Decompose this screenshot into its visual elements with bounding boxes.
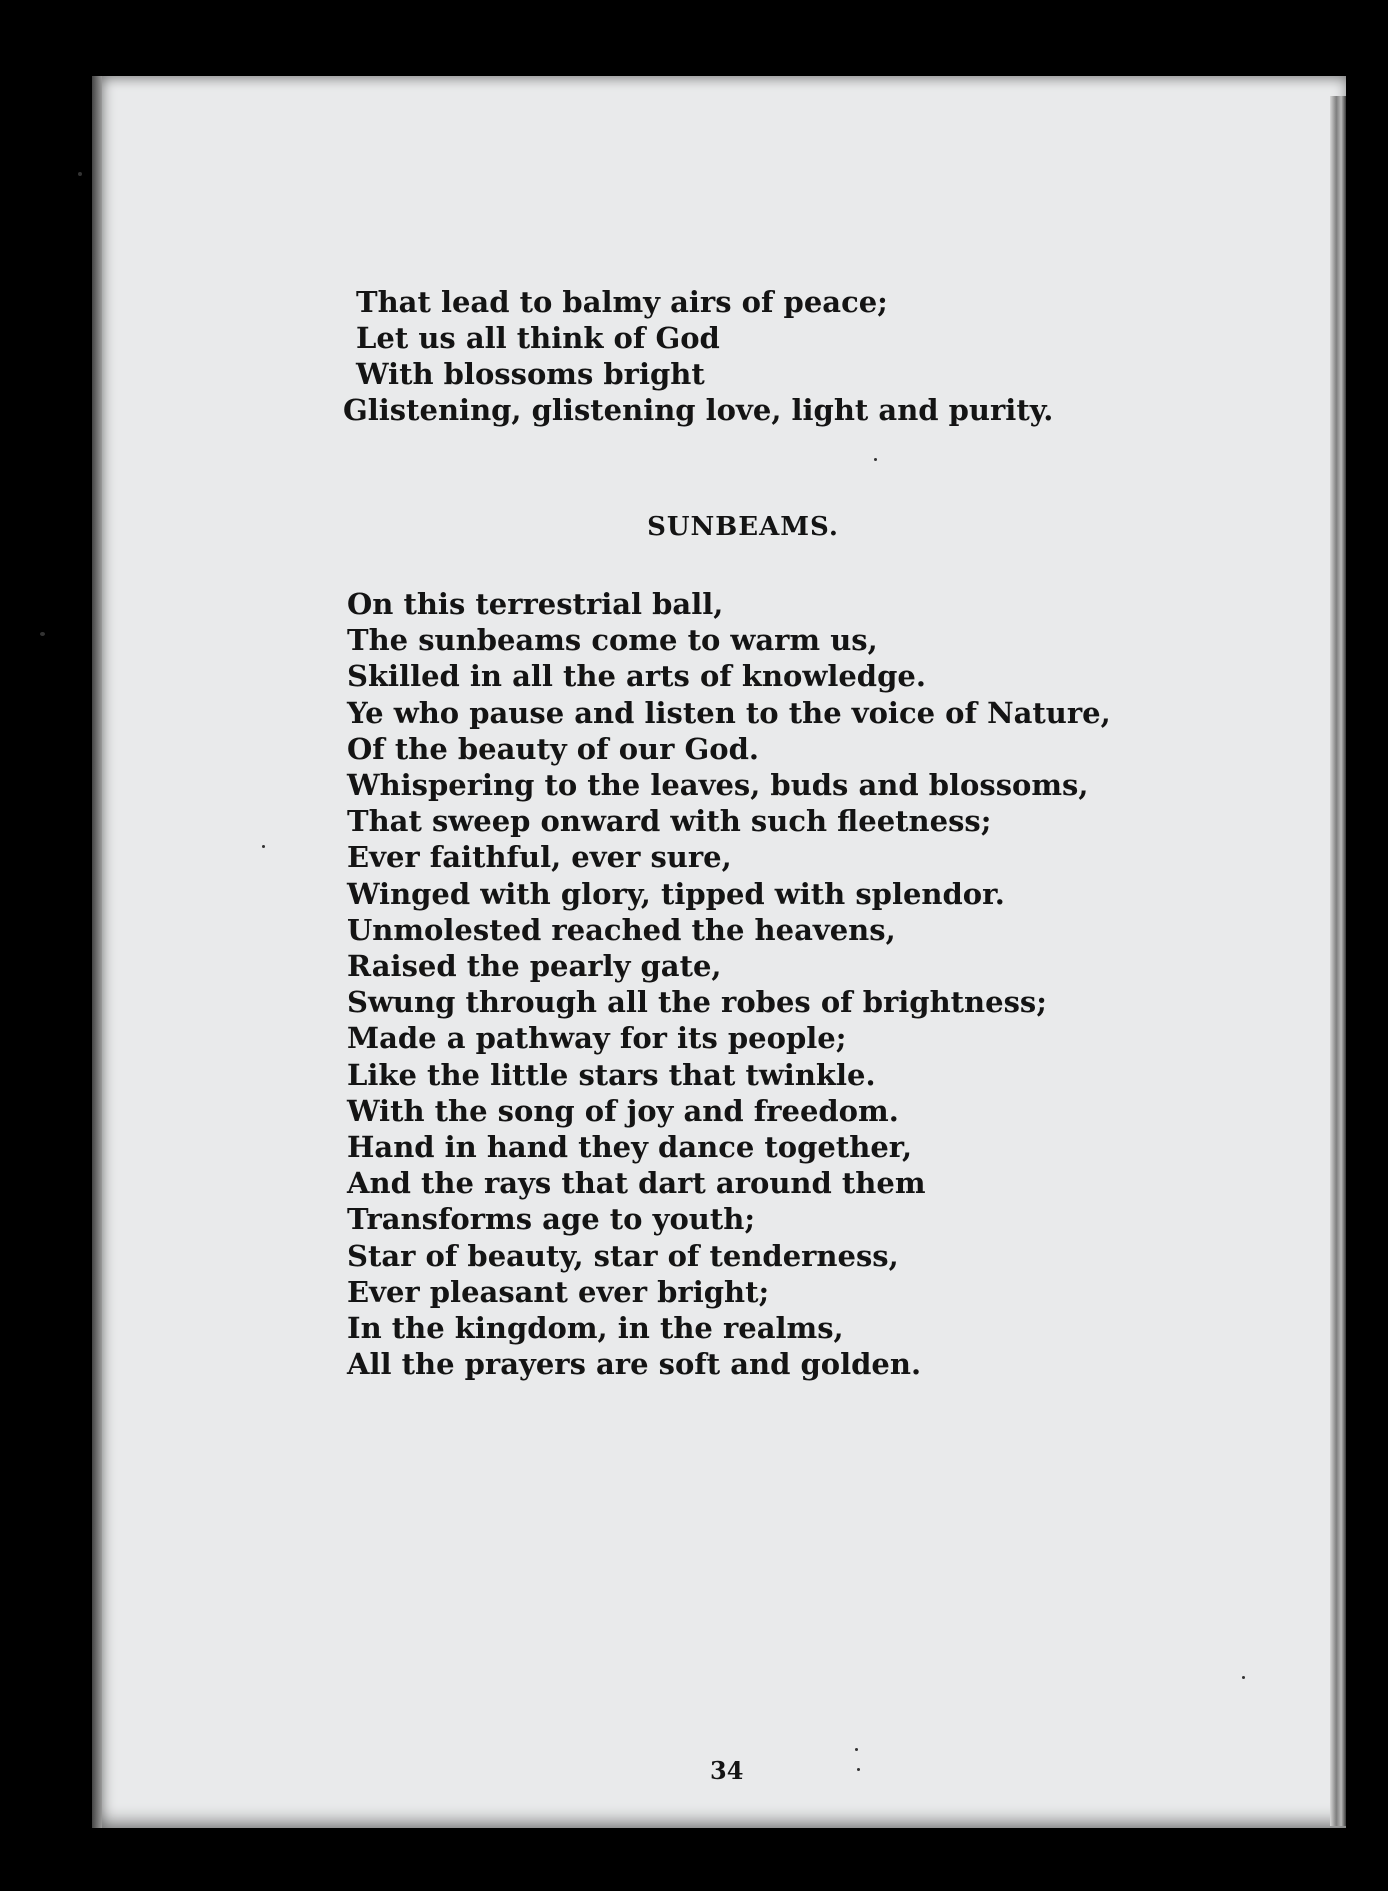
poem-line: Star of beauty, star of tenderness, [347,1238,899,1273]
dust-speck [40,632,45,636]
verse-line: With blossoms bright [356,357,705,391]
dust-speck [262,845,265,848]
page-left-edge [92,76,102,1828]
poem-line: Ever faithful, ever sure, [347,840,732,875]
poem-line: In the kingdom, in the realms, [347,1311,844,1346]
dust-speck [78,172,82,176]
dust-speck [855,1748,858,1751]
verse-line: Let us all think of God [356,321,720,355]
poem-line: Swung through all the robes of brightness; [347,985,1047,1020]
poem-line: And the rays that dart around them [347,1166,926,1201]
poem-line: Unmolested reached the heavens, [347,912,896,947]
dust-speck [874,458,877,461]
top-verse [343,284,1053,428]
page-right-edge [1330,96,1346,1826]
poem-line: Ever pleasant ever bright; [347,1274,770,1309]
poem-line: Transforms age to youth; [347,1202,756,1237]
poem-line: Ye who pause and listen to the voice of Nature, [347,695,1111,730]
poem-line: On this terrestrial ball, [347,587,724,621]
poem-line: With the song of joy and freedom. [347,1093,899,1128]
poem-title-row [0,512,1388,542]
poem-line: Like the little stars that twinkle. [347,1057,876,1092]
poem-line: The sunbeams come to warm us, [347,623,878,658]
verse-line: Glistening, glistening love, light and purity. [343,393,1054,427]
poem-line: Of the beauty of our God. [347,731,760,766]
poem-line: Hand in hand they dance together, [347,1130,913,1165]
poem-title: SUNBEAMS. [647,512,839,542]
poem-line: Winged with glory, tipped with splendor. [347,876,1005,911]
poem-line: Whispering to the leaves, buds and blossoms, [347,768,1089,803]
poem-line: Raised the pearly gate, [347,949,722,984]
poem-body [347,586,1111,1382]
dust-speck [857,1768,860,1771]
poem-line: That sweep onward with such fleetness; [347,804,992,839]
page-number: 34 [710,1756,744,1785]
verse-line: That lead to balmy airs of peace; [356,285,888,319]
poem-line: Skilled in all the arts of knowledge. [347,659,926,694]
dust-speck [1242,1676,1245,1679]
poem-line: Made a pathway for its people; [347,1021,847,1056]
poem-line: All the prayers are soft and golden. [347,1347,922,1382]
